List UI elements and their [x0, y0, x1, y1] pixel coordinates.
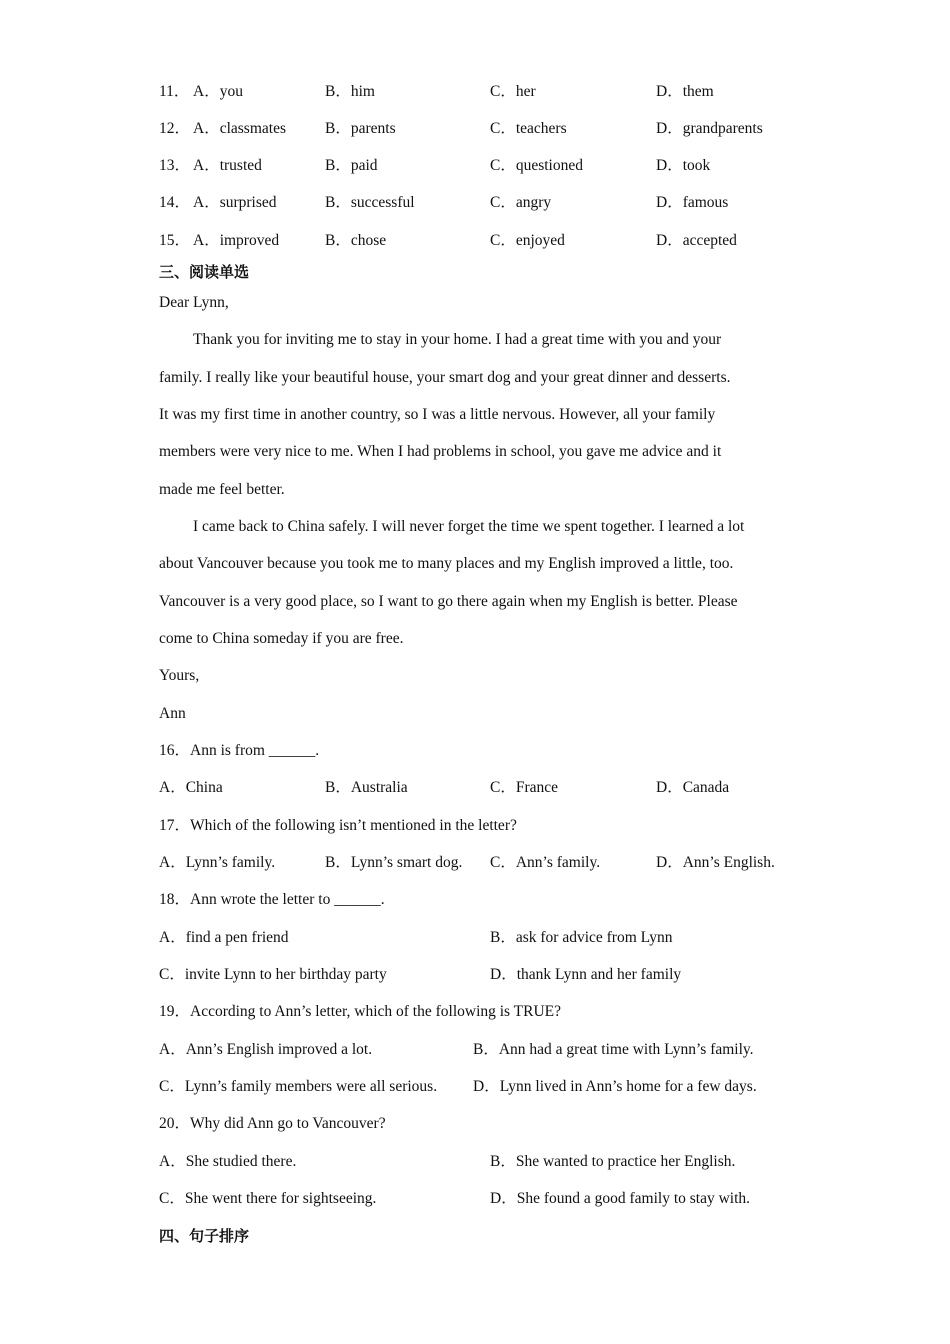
option-b: B．Australia [325, 779, 408, 796]
letter-line: members were very nice to me. When I had problems in school, you gave me advice and it [159, 443, 722, 460]
letter-line: about Vancouver because you took me to many places and my English improved a little, too. [159, 555, 734, 572]
option-d: D．famous [656, 194, 729, 211]
letter-closing: Yours, [159, 667, 200, 684]
option-d: D．Canada [656, 779, 730, 796]
question-stem: 16．Ann is from ______. [159, 742, 320, 759]
option-c: C．Lynn’s family members were all serious. [159, 1078, 438, 1095]
option-d: D．took [656, 157, 711, 174]
option-c: C．France [490, 779, 559, 796]
option-a: A．trusted [193, 157, 262, 174]
option-b: B．successful [325, 194, 415, 211]
option-d: D．them [656, 83, 714, 100]
option-a: A．surprised [193, 194, 277, 211]
option-d: D．She found a good family to stay with. [490, 1190, 751, 1207]
option-d: D．thank Lynn and her family [490, 966, 682, 983]
option-b: B．ask for advice from Lynn [490, 929, 673, 946]
question-stem: 17．Which of the following isn’t mentioned in the letter? [159, 817, 517, 834]
item-number: 12． [159, 120, 191, 137]
option-c: C．enjoyed [490, 232, 565, 249]
question-stem: 19．According to Ann’s letter, which of the following is TRUE? [159, 1003, 562, 1020]
question-stem: 20．Why did Ann go to Vancouver? [159, 1115, 386, 1132]
item-number: 15． [159, 232, 191, 249]
option-b: B．Lynn’s smart dog. [325, 854, 463, 871]
letter-line: Vancouver is a very good place, so I want to go there again when my English is better. Please [159, 593, 738, 610]
item-number: 13． [159, 157, 191, 174]
option-b: B．She wanted to practice her English. [490, 1153, 736, 1170]
option-d: D．Lynn lived in Ann’s home for a few days. [473, 1078, 757, 1095]
option-c: C．Ann’s family. [490, 854, 601, 871]
item-number: 14． [159, 194, 191, 211]
letter-greeting: Dear Lynn, [159, 294, 229, 311]
option-c: C．questioned [490, 157, 583, 174]
option-c: C．angry [490, 194, 552, 211]
option-c: C．teachers [490, 120, 567, 137]
letter-line: Thank you for inviting me to stay in your home. I had a great time with you and your [193, 331, 722, 348]
letter-line: family. I really like your beautiful house, your smart dog and your great dinner and desserts. [159, 369, 731, 386]
option-a: A．She studied there. [159, 1153, 297, 1170]
letter-line: made me feel better. [159, 481, 285, 498]
option-a: A．Ann’s English improved a lot. [159, 1041, 373, 1058]
option-c: C．her [490, 83, 536, 100]
option-d: D．grandparents [656, 120, 763, 137]
option-b: B．paid [325, 157, 378, 174]
option-a: A．Lynn’s family. [159, 854, 276, 871]
section-heading-sentence-order: 四、句子排序 [159, 1227, 250, 1245]
option-b: B．parents [325, 120, 396, 137]
option-a: A．improved [193, 232, 280, 249]
section-heading-reading: 三、阅读单选 [159, 263, 250, 281]
option-c: C．She went there for sightseeing. [159, 1190, 377, 1207]
letter-line: come to China someday if you are free. [159, 630, 404, 647]
letter-signature: Ann [159, 705, 186, 722]
letter-line: It was my first time in another country, so I was a little nervous. However, all your family [159, 406, 716, 423]
option-a: A．find a pen friend [159, 929, 289, 946]
option-a: A．you [193, 83, 243, 100]
letter-line: I came back to China safely. I will never forget the time we spent together. I learned a lot [193, 518, 745, 535]
item-number: 11． [159, 83, 190, 100]
option-a: A．classmates [193, 120, 286, 137]
option-d: D．Ann’s English. [656, 854, 775, 871]
question-stem: 18．Ann wrote the letter to ______. [159, 891, 385, 908]
option-c: C．invite Lynn to her birthday party [159, 966, 387, 983]
option-a: A．China [159, 779, 223, 796]
option-b: B．him [325, 83, 375, 100]
option-b: B．chose [325, 232, 387, 249]
option-d: D．accepted [656, 232, 737, 249]
option-b: B．Ann had a great time with Lynn’s family. [473, 1041, 754, 1058]
